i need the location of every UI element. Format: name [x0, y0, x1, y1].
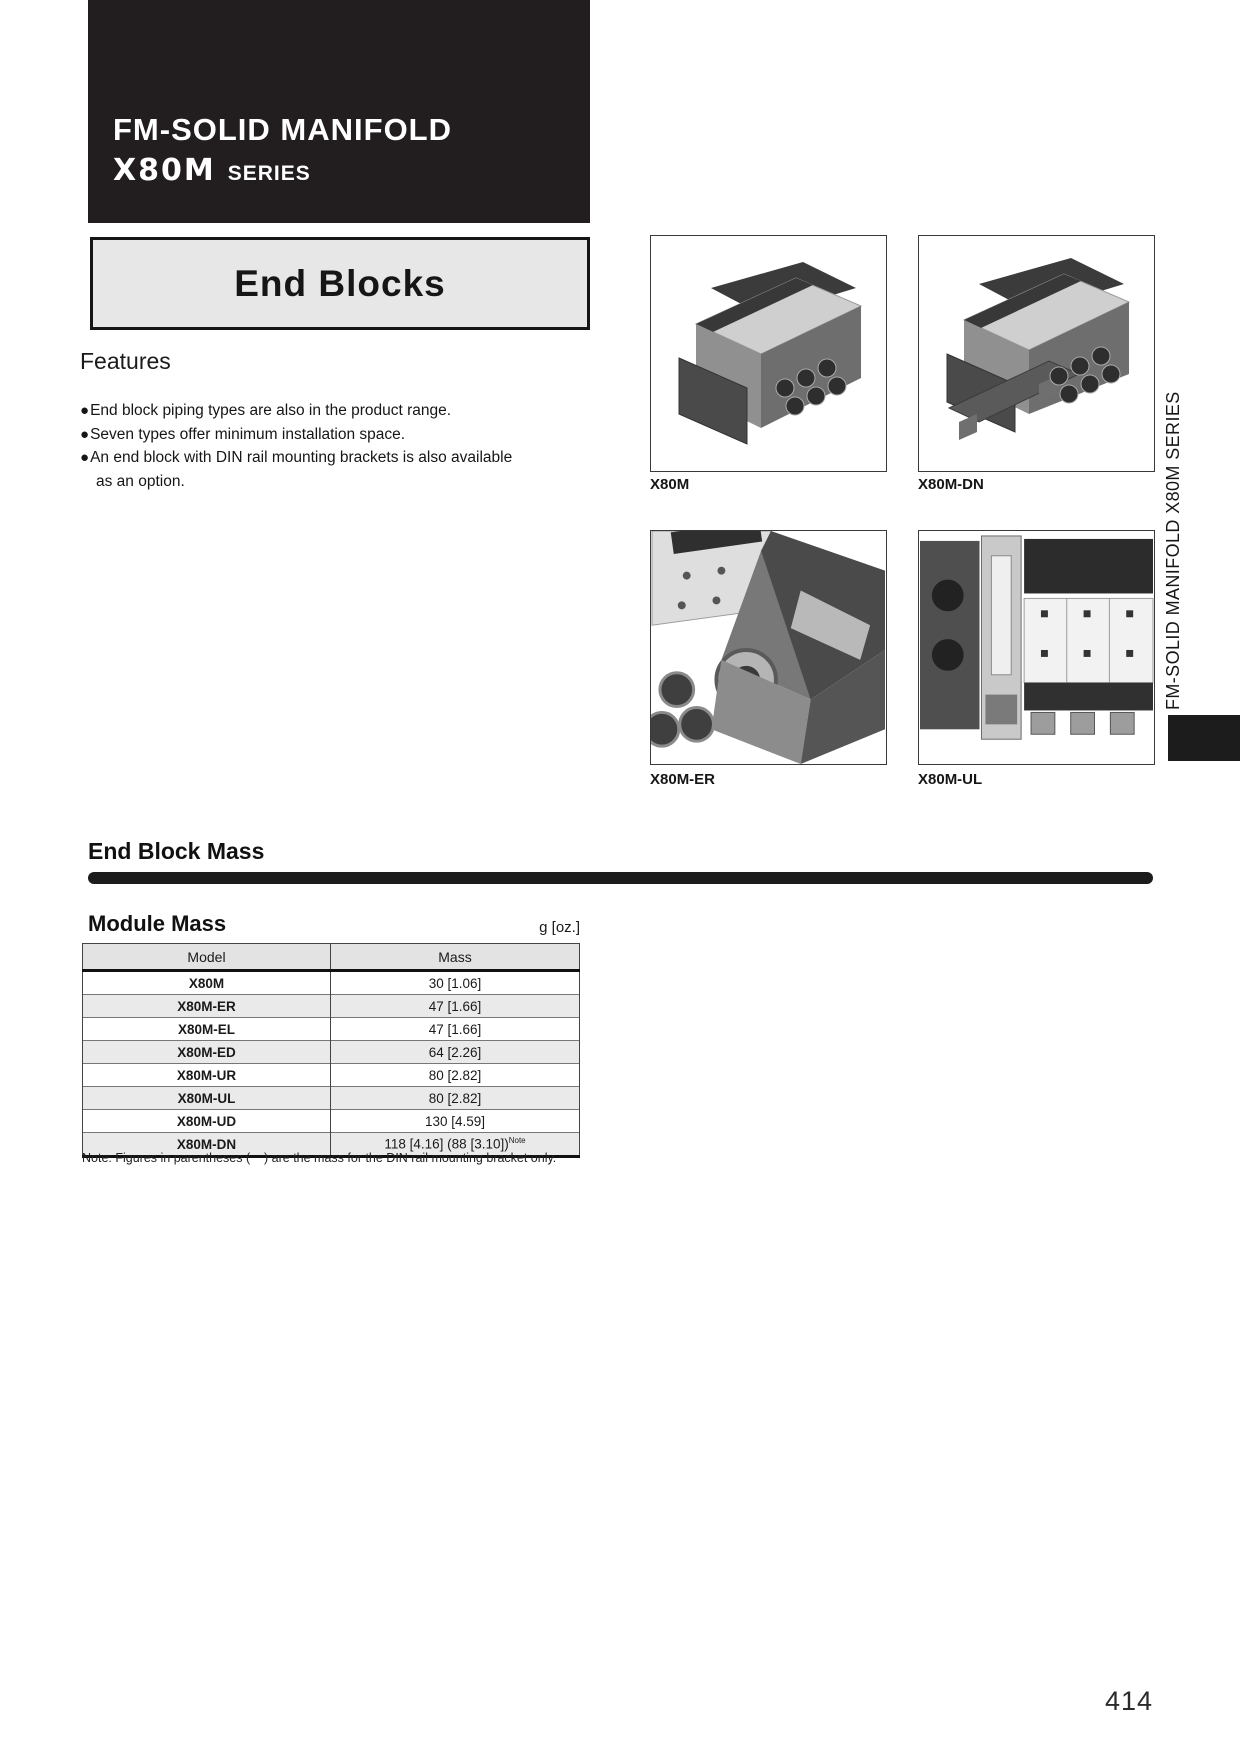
model-cell: X80M-ER	[83, 995, 331, 1018]
features-heading: Features	[80, 348, 171, 374]
manifold-illustration	[919, 236, 1154, 471]
page-number: 414	[1104, 1686, 1153, 1716]
product-photo-x80m	[650, 235, 887, 472]
table-header-row	[83, 944, 580, 971]
model-cell: X80M-ED	[83, 1041, 331, 1064]
section-divider-bar	[88, 872, 1153, 884]
series-header-title: FM-SOLID MANIFOLD	[113, 112, 453, 147]
table-row	[83, 1110, 580, 1133]
product-label-x80m-dn: X80M-DN	[918, 476, 984, 493]
feature-text: Seven types offer minimum installation space.	[90, 425, 406, 443]
features-section	[80, 348, 550, 493]
product-photo-x80m-ul	[918, 530, 1155, 765]
series-header-box	[88, 0, 590, 223]
product-label-x80m-er: X80M-ER	[650, 771, 716, 788]
table-header	[83, 944, 580, 971]
table-row	[83, 1041, 580, 1064]
feature-item	[80, 423, 550, 447]
product-photo-x80m-er	[650, 530, 887, 765]
mass-cell: 47 [1.66]	[331, 995, 580, 1018]
table-row	[83, 1064, 580, 1087]
feature-item	[80, 399, 550, 423]
model-cell: X80M-EL	[83, 1018, 331, 1041]
feature-text-continuation: as an option.	[96, 472, 185, 490]
unit-label: g [oz.]	[539, 919, 580, 936]
table-row	[83, 995, 580, 1018]
sidebar-vertical-text: FM-SOLID MANIFOLD X80M SERIES	[1163, 391, 1183, 710]
column-header-mass: Mass	[331, 944, 580, 971]
model-cell: X80M	[83, 971, 331, 995]
mass-cell: 80 [2.82]	[331, 1087, 580, 1110]
feature-item	[80, 446, 550, 470]
page-title-banner	[90, 237, 590, 330]
table-note: Note: Figures in parentheses ( ) are the mass for the DIN rail mounting bracket only.	[82, 1151, 557, 1165]
model-cell: X80M-UR	[83, 1064, 331, 1087]
feature-text: An end block with DIN rail mounting brackets is also available	[90, 449, 513, 466]
model-cell: X80M-UL	[83, 1087, 331, 1110]
mass-cell: 118 [4.16] (88 [3.10])$^{Note}$	[331, 1133, 580, 1157]
mass-cell: 130 [4.59]	[331, 1110, 580, 1133]
series-word: SERIES	[227, 162, 311, 185]
manifold-illustration	[651, 236, 886, 471]
mass-cell: 30 [1.06]	[331, 971, 580, 995]
product-label-x80m: X80M	[650, 476, 690, 493]
note-superscript: Note	[508, 1136, 526, 1146]
mass-cell: 80 [2.82]	[331, 1064, 580, 1087]
section-heading: End Block Mass	[88, 838, 265, 864]
end-block-closeup-illustration	[919, 531, 1154, 764]
end-block-closeup-illustration	[651, 531, 886, 764]
model-cell: X80M-DN	[83, 1133, 331, 1157]
column-header-model: Model	[83, 944, 331, 971]
feature-text: End block piping types are also in the product range.	[90, 402, 452, 419]
series-header-subtitle	[113, 153, 311, 188]
table-body	[83, 971, 580, 1157]
mass-cell: 64 [2.26]	[331, 1041, 580, 1064]
table-heading: Module Mass	[88, 911, 227, 936]
mass-cell: 47 [1.66]	[331, 1018, 580, 1041]
page-title: End Blocks	[234, 262, 446, 304]
product-photo-x80m-dn	[918, 235, 1155, 472]
table-row	[83, 1087, 580, 1110]
series-name: X80M	[113, 153, 216, 188]
bullet-icon: ●	[80, 449, 90, 466]
section-index-tab	[1168, 715, 1240, 761]
table-row	[83, 971, 580, 995]
module-mass-table	[82, 943, 580, 1158]
features-list	[80, 399, 550, 493]
model-cell: X80M-UD	[83, 1110, 331, 1133]
bullet-icon: ●	[80, 425, 90, 443]
bullet-icon: ●	[80, 402, 90, 419]
table-row	[83, 1018, 580, 1041]
product-label-x80m-ul: X80M-UL	[918, 771, 983, 788]
